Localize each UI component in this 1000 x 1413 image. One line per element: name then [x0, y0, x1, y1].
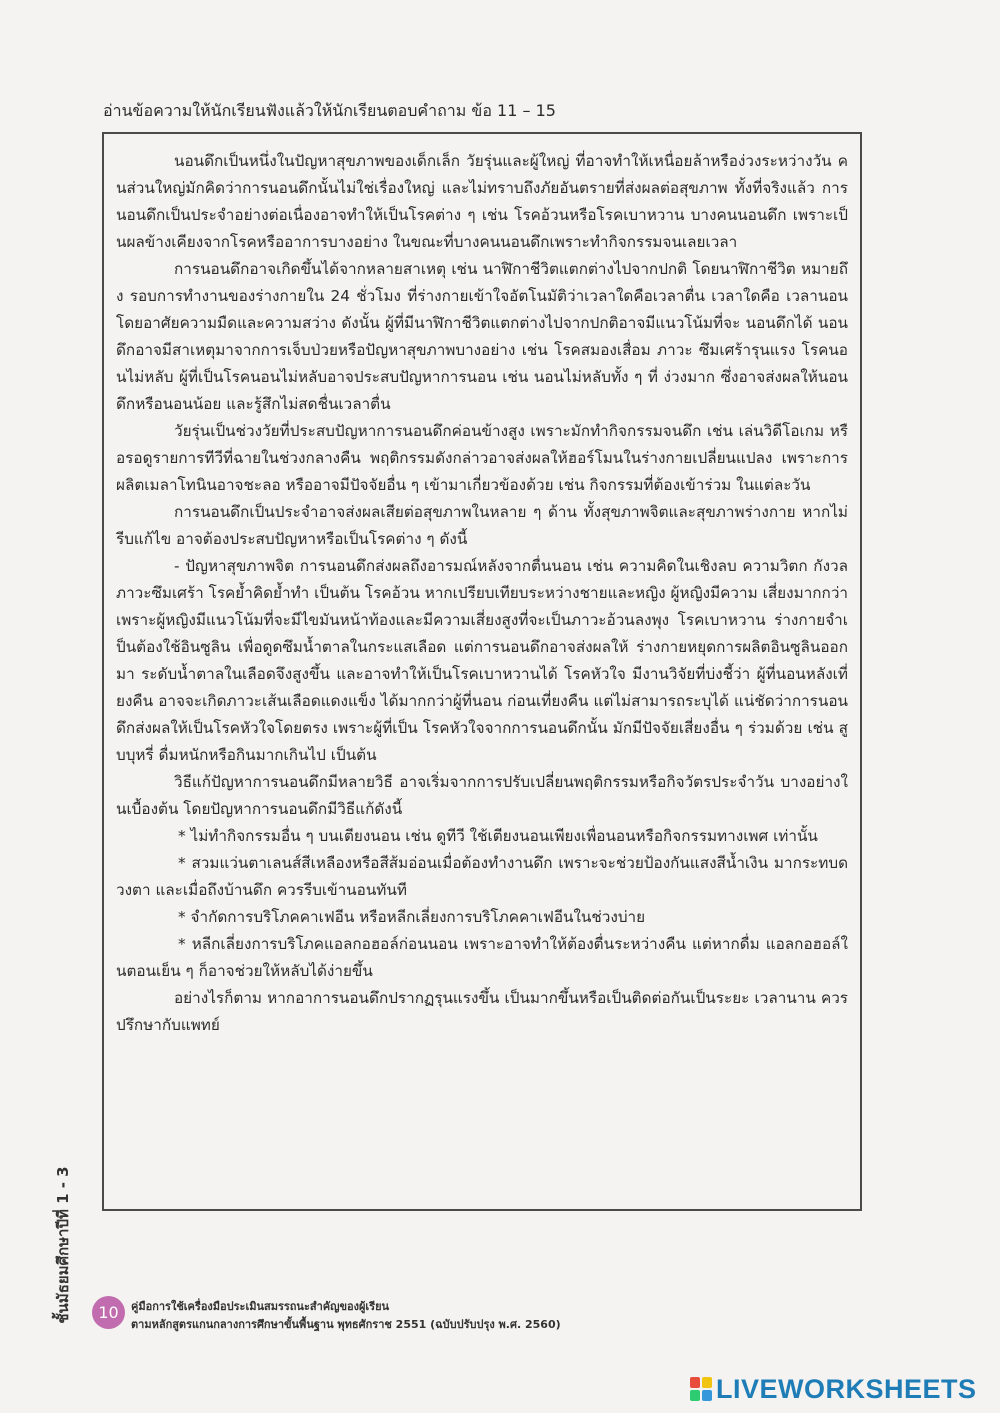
- paragraph: การนอนดึกอาจเกิดขึ้นได้จากหลายสาเหตุ เช่น นาฬิกาชีวิตแตกต่างไปจากปกติ โดยนาฬิกาชีวิต หมายถึง รอบการทำงานของร่างกายใน 24 ชั่วโมง ที่ร่างกายเข้าใจอัตโนมัติว่าเวลาใดคือเวลาตื่น เวลาใดคือ เวลานอน โดยอาศัยความมืดและความสว่าง ดังนั้น ผู้ที่มีนาฬิกาชีวิตแตกต่างไปจากปกติอาจมีแนวโน้มที่จะ นอนดึกได้ นอนดึกอาจมีสาเหตุมาจากการเจ็บป่วยหรือปัญหาสุขภาพบางอย่าง เช่น โรคสมองเสื่อม ภาวะ ซึมเศร้ารุนแรง โรคนอนไม่หลับ ผู้ที่เป็นโรคนอนไม่หลับอาจประสบปัญหาการนอน เช่น นอนไม่หลับทั้ง ๆ ที่ ง่วงมาก ซึ่งอาจส่งผลให้นอนดึกหรือนอนน้อย และรู้สึกไม่สดชื่นเวลาตื่น: [116, 260, 848, 413]
- logo-square: [702, 1390, 712, 1401]
- paragraph: วิธีแก้ปัญหาการนอนดึกมีหลายวิธี อาจเริ่มจากการปรับเปลี่ยนพฤติกรรมหรือกิจวัตรประจำวัน บางอย่างในเบื้องต้น โดยปัญหาการนอนดึกมีวิธีแก้ดังนี้: [116, 773, 848, 818]
- footer-line-2: ตามหลักสูตรแกนกลางการศึกษาขั้นพื้นฐาน พุทธศักราช 2551 (ฉบับปรับปรุง พ.ศ. 2560): [131, 1318, 561, 1331]
- bullet-item: * สวมแว่นตาเลนส์สีเหลืองหรือสีส้มอ่อนเมื่อต้องทำงานดึก เพราะจะช่วยป้องกันแสงสีน้ำเงิน มากระทบดวงตา และเมื่อถึงบ้านดึก ควรรีบเข้านอนทันที: [116, 854, 848, 899]
- footer-line-1: คู่มือการใช้เครื่องมือประเมินสมรรถนะสำคัญของผู้เรียน: [131, 1300, 390, 1313]
- paragraph: นอนดึกเป็นหนึ่งในปัญหาสุขภาพของเด็กเล็ก วัยรุ่นและผู้ใหญ่ ที่อาจทำให้เหนื่อยล้าหรือง่วงระหว่างวัน คนส่วนใหญ่มักคิดว่าการนอนดึกนั้นไม่ใช่เรื่องใหญ่ และไม่ทราบถึงภัยอันตรายที่ส่งผลต่อสุขภาพ ทั้งที่จริงแล้ว การนอนดึกเป็นประจำอย่างต่อเนื่องอาจทำให้เป็นโรคต่าง ๆ เช่น โรคอ้วนหรือโรคเบาหวาน บางคนนอนดึก เพราะเป็นผลข้างเคียงจากโรคหรืออาการบางอย่าง ในขณะที่บางคนนอนดึกเพราะทำกิจกรรมจนเลยเวลา: [116, 152, 848, 251]
- bullet-item: * หลีกเลี่ยงการบริโภคแอลกอฮอล์ก่อนนอน เพราะอาจทำให้ต้องตื่นระหว่างคืน แต่หากดื่ม แอลกอฮอล์ในตอนเย็น ๆ ก็อาจช่วยให้หลับได้ง่ายขึ้น: [116, 935, 848, 980]
- side-label-text: ชั้นมัธยมศึกษาปีที่ 1 - 3: [54, 1166, 72, 1324]
- paragraph: อย่างไรก็ตาม หากอาการนอนดึกปรากฏรุนแรงขึ้น เป็นมากขึ้นหรือเป็นติดต่อกันเป็นระยะ เวลานาน ควรปรึกษากับแพทย์: [116, 989, 848, 1034]
- paragraph: วัยรุ่นเป็นช่วงวัยที่ประสบปัญหาการนอนดึกค่อนข้างสูง เพราะมักทำกิจกรรมจนดึก เช่น เล่นวิดีโอเกม หรือรอดูรายการทีวีที่ฉายในช่วงกลางคืน พฤติกรรมดังกล่าวอาจส่งผลให้ฮอร์โมนในร่างกายเปลี่ยนแปลง เพราะการผลิตเมลาโทนินอาจชะลอ หรืออาจมีปัจจัยอื่น ๆ เข้ามาเกี่ยวข้องด้วย เช่น กิจกรรมที่ต้องเข้าร่วม ในแต่ละวัน: [116, 422, 848, 494]
- logo-square: [702, 1377, 712, 1388]
- logo-square: [690, 1377, 700, 1388]
- liveworksheets-logo-icon: [690, 1377, 712, 1401]
- paragraph: - ปัญหาสุขภาพจิต การนอนดึกส่งผลถึงอารมณ์หลังจากตื่นนอน เช่น ความคิดในเชิงลบ ความวิตก กังวล ภาวะซึมเศร้า โรคย้ำคิดย้ำทำ เป็นต้น โรคอ้วน หากเปรียบเทียบระหว่างชายและหญิง ผู้หญิงมีความ เสี่ยงมากกว่า เพราะผู้หญิงมีแนวโน้มที่จะมีไขมันหน้าท้องและมีความเสี่ยงสูงที่จะเป็นภาวะอ้วนลงพุง โรคเบาหวาน ร่างกายจำเป็นต้องใช้อินซูลิน เพื่อดูดซึมน้ำตาลในกระแสเลือด แต่การนอนดึกอาจส่งผลให้ ร่างกายหยุดการผลิตอินซูลินออกมา ระดับน้ำตาลในเลือดจึงสูงขึ้น และอาจทำให้เป็นโรคเบาหวานได้ โรคหัวใจ มีงานวิจัยที่บ่งชี้ว่า ผู้ที่นอนหลังเที่ยงคืน อาจจะเกิดภาวะเส้นเลือดแดงแข็ง ได้มากกว่าผู้ที่นอน ก่อนเที่ยงคืน แต่ไม่สามารถระบุได้ แน่ชัดว่าการนอนดึกส่งผลให้เป็นโรคหัวใจโดยตรง เพราะผู้ที่เป็น โรคหัวใจจากการนอนดึกนั้น มักมีปัจจัยเสี่ยงอื่น ๆ ร่วมด้วย เช่น สูบบุหรี่ ดื่มหนักหรือกินมากเกินไป เป็นต้น: [116, 557, 848, 764]
- grade-level-side-label: [48, 1150, 78, 1340]
- watermark-text: LIVEWORKSHEETS: [716, 1373, 977, 1404]
- reading-passage: [102, 132, 862, 1211]
- paragraph: การนอนดึกเป็นประจำอาจส่งผลเสียต่อสุขภาพในหลาย ๆ ด้าน ทั้งสุขภาพจิตและสุขภาพร่างกาย หากไม่รีบแก้ไข อาจต้องประสบปัญหาหรือเป็นโรคต่าง ๆ ดังนี้: [116, 503, 848, 548]
- liveworksheets-watermark: [690, 1372, 977, 1406]
- instruction-heading: อ่านข้อความให้นักเรียนฟังแล้วให้นักเรียนตอบคำถาม ข้อ 11 – 15: [103, 101, 556, 120]
- footer: [131, 1298, 731, 1334]
- bullet-item: * ไม่ทำกิจกรรมอื่น ๆ บนเตียงนอน เช่น ดูทีวี ใช้เตียงนอนเพียงเพื่อนอนหรือกิจกรรมทางเพศ เท่านั้น: [178, 827, 818, 845]
- logo-square: [690, 1390, 700, 1401]
- bullet-item: * จำกัดการบริโภคคาเฟอีน หรือหลีกเลี่ยงการบริโภคคาเฟอีนในช่วงบ่าย: [178, 908, 646, 926]
- page-number-badge: 10: [92, 1296, 125, 1329]
